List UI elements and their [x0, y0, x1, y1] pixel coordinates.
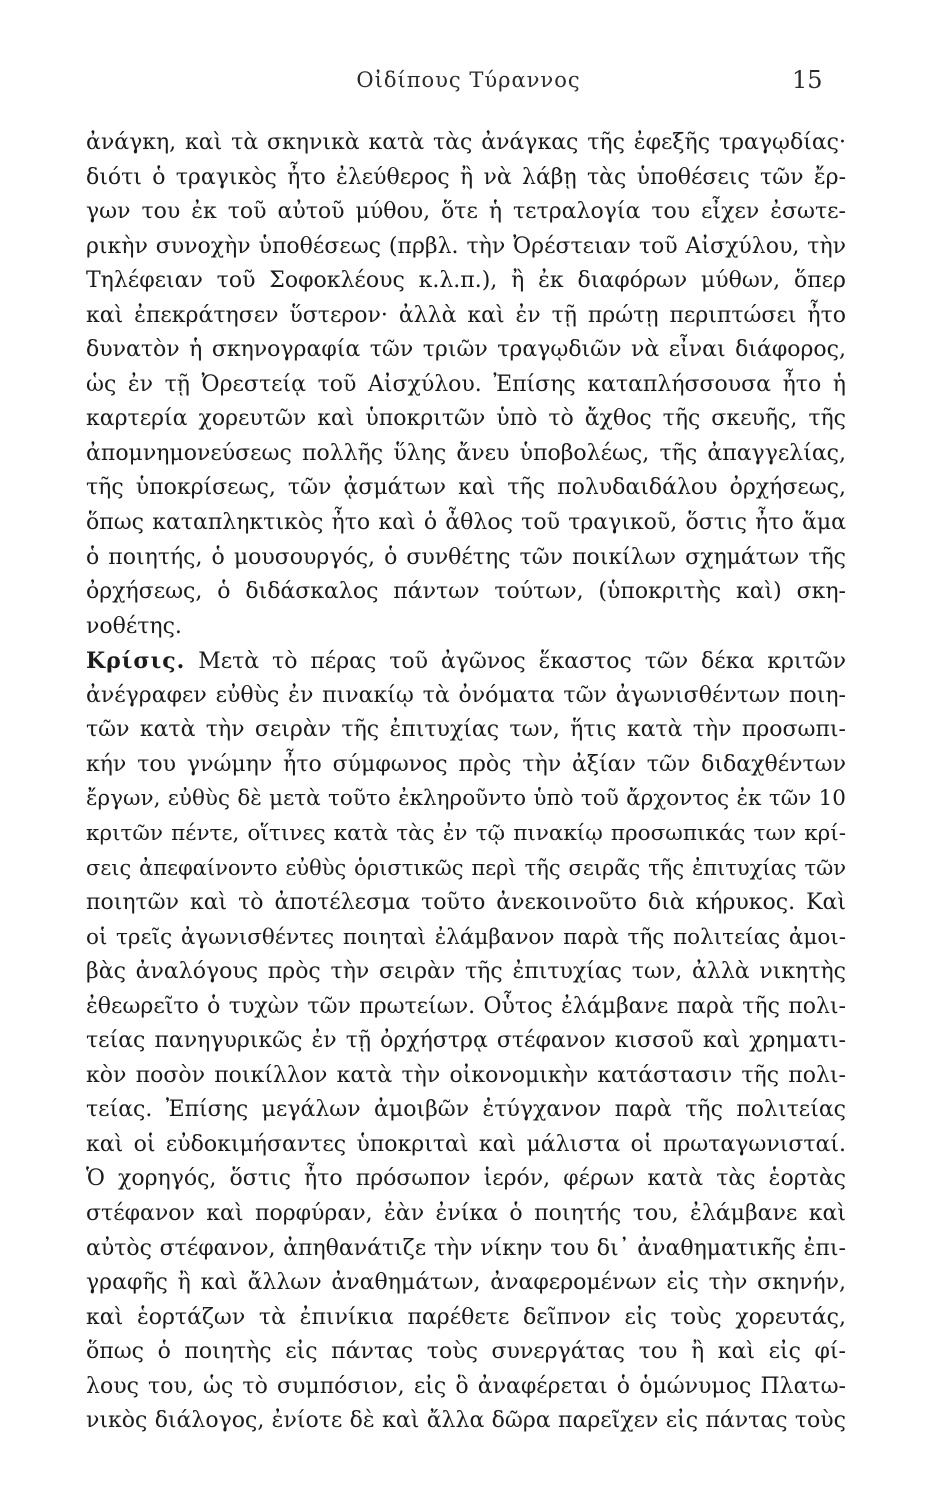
page-number: 15 — [792, 66, 823, 94]
text-line — [86, 264, 846, 299]
line-text: νικὸς διάλογος, ἐνίοτε δὲ καὶ ἄλλα δῶρα παρεῖχεν εἰς πάντας τοὺς — [86, 1408, 846, 1434]
text-line — [86, 817, 846, 852]
line-text: τῶν κατὰ τὴν σειρὰν τῆς ἐπιτυχίας των, ἥτις κατὰ τὴν προσωπι- — [86, 717, 846, 743]
text-line — [86, 955, 846, 990]
text-line — [86, 1093, 846, 1128]
line-text: Μετὰ τὸ πέρας τοῦ ἀγῶνος ἕκαστος τῶν δέκα κριτῶν — [185, 649, 846, 675]
text-line — [86, 1232, 846, 1267]
line-text: ὅπως καταπληκτικὸς ἦτο καὶ ὁ ἆθλος τοῦ τραγικοῦ, ὅστις ἦτο ἅμα — [86, 510, 846, 536]
line-text: Τηλέφειαν τοῦ Σοφοκλέους κ.λ.π.), ἢ ἐκ διαφόρων μύθων, ὅπερ — [86, 268, 846, 294]
text-line — [86, 471, 846, 506]
text-line — [86, 886, 846, 921]
text-line — [86, 1024, 846, 1059]
text-line — [86, 230, 846, 265]
text-line — [86, 161, 846, 196]
line-text: τείας. Ἐπίσης μεγάλων ἀμοιβῶν ἐτύγχανον παρὰ τῆς πολιτείας — [86, 1097, 846, 1123]
text-line — [86, 1335, 846, 1370]
text-line — [86, 1404, 846, 1439]
line-text: ὅπως ὁ ποιητὴς εἰς πάντας τοὺς συνεργάτας του ἢ καὶ εἰς φί- — [86, 1339, 846, 1365]
line-text: κήν του γνώμην ἦτο σύμφωνος πρὸς τὴν ἀξίαν τῶν διδαχθέντων — [86, 751, 846, 777]
line-text: σεις ἀπεφαίνοντο εὐθὺς ὁριστικῶς περὶ τῆς σειρᾶς τῆς ἐπιτυχίας τῶν — [86, 856, 846, 881]
line-text: ἀνέγραφεν εὐθὺς ἐν πινακίῳ τὰ ὀνόματα τῶν ἀγωνισθέντων ποιη- — [86, 682, 846, 708]
text-line — [86, 1128, 846, 1163]
line-text: ἀνάγκη, καὶ τὰ σκηνικὰ κατὰ τὰς ἀνάγκας τῆς ἐφεξῆς τραγῳδίας· — [86, 130, 846, 155]
text-line — [86, 541, 846, 576]
line-text: ἔργων, εὐθὺς δὲ μετὰ τοῦτο ἐκληροῦντο ὑπὸ τοῦ ἄρχοντος ἐκ τῶν 10 — [86, 786, 846, 812]
line-text: γων του ἐκ τοῦ αὐτοῦ μύθου, ὅτε ἡ τετραλογία του εἶχεν ἐσωτε- — [86, 199, 846, 225]
line-text: ρικὴν συνοχὴν ὑποθέσεως (πρβλ. τὴν Ὀρέστειαν τοῦ Αἰσχύλου, τὴν — [86, 233, 846, 259]
line-text: γραφῆς ἢ καὶ ἄλλων ἀναθημάτων, ἀναφερομένων εἰς τὴν σκηνήν, — [86, 1270, 846, 1296]
line-text: τῆς ὑποκρίσεως, τῶν ᾀσμάτων καὶ τῆς πολυδαιδάλου ὀρχήσεως, — [86, 475, 846, 501]
text-line — [86, 748, 846, 783]
line-text: καὶ οἱ εὐδοκιμήσαντες ὑποκριταὶ καὶ μάλιστα οἱ πρωταγωνισταί. — [86, 1131, 846, 1157]
running-title: Οἰδίπους Τύραννος — [356, 68, 581, 92]
line-text: καρτερία χορευτῶν καὶ ὑποκριτῶν ὑπὸ τὸ ἄχθος τῆς σκευῆς, τῆς — [86, 406, 846, 432]
text-line — [86, 1162, 846, 1197]
text-line — [86, 195, 846, 230]
text-line — [86, 921, 846, 956]
line-text: καὶ ἑορτάζων τὰ ἐπινίκια παρέθετε δεῖπνον εἰς τοὺς χορευτάς, — [86, 1304, 846, 1330]
text-line — [86, 368, 846, 403]
line-text: λους του, ὡς τὸ συμπόσιον, εἰς ὃ ἀναφέρεται ὁ ὁμώνυμος Πλατω- — [86, 1373, 846, 1399]
text-line — [86, 644, 846, 679]
text-line — [86, 333, 846, 368]
text-line — [86, 1059, 846, 1094]
text-line — [86, 1301, 846, 1336]
line-text: ἀπομνημονεύσεως πολλῆς ὕλης ἄνευ ὑποβολέως, τῆς ἀπαγγελίας, — [86, 440, 846, 466]
line-text: καὶ ἐπεκράτησεν ὕστερον· ἀλλὰ καὶ ἐν τῇ πρώτῃ περιπτώσει ἦτο — [86, 302, 846, 328]
line-text: τείας πανηγυρικῶς ἐν τῇ ὀρχήστρᾳ στέφανον κισσοῦ καὶ χρηματι- — [86, 1028, 846, 1054]
text-line — [86, 610, 846, 645]
text-line — [86, 402, 846, 437]
line-text: διότι ὁ τραγικὸς ἦτο ἐλεύθερος ἢ νὰ λάβῃ τὰς ὑποθέσεις τῶν ἔρ- — [86, 164, 846, 190]
line-text: δυνατὸν ἡ σκηνογραφία τῶν τριῶν τραγῳδιῶν νὰ εἶναι διάφορος, — [86, 337, 846, 363]
line-text: κὸν ποσὸν ποικίλλον κατὰ τὴν οἰκονομικὴν κατάστασιν τῆς πολι- — [86, 1062, 846, 1088]
text-line — [86, 782, 846, 817]
line-text: αὐτὸς στέφανον, ἀπηθανάτιζε τὴν νίκην του δι᾽ ἀναθηματικῆς ἐπι- — [86, 1235, 846, 1261]
text-line — [86, 1197, 846, 1232]
text-line — [86, 990, 846, 1025]
line-text: ἐθεωρεῖτο ὁ τυχὼν τῶν πρωτείων. Οὗτος ἐλάμβανε παρὰ τῆς πολι- — [86, 993, 846, 1019]
line-text: ὁ ποιητής, ὁ μουσουργός, ὁ συνθέτης τῶν ποικίλων σχημάτων τῆς — [86, 544, 846, 570]
text-line — [86, 506, 846, 541]
text-line — [86, 713, 846, 748]
line-text: ὀρχήσεως, ὁ διδάσκαλος πάντων τούτων, (ὑποκριτὴς καὶ) σκη- — [86, 579, 846, 605]
line-text: ποιητῶν καὶ τὸ ἀποτέλεσμα τοῦτο ἀνεκοινοῦτο διὰ κήρυκος. Καὶ — [86, 890, 846, 916]
text-line — [86, 851, 846, 886]
text-line — [86, 126, 846, 161]
line-text: νοθέτης. — [86, 613, 182, 639]
body-text — [86, 126, 846, 1439]
text-line — [86, 575, 846, 610]
text-line — [86, 1266, 846, 1301]
text-line — [86, 1370, 846, 1405]
line-text: βὰς ἀναλόγους πρὸς τὴν σειρὰν τῆς ἐπιτυχίας των, ἀλλὰ νικητὴς — [86, 959, 846, 985]
line-text: Ὁ χορηγός, ὅστις ἦτο πρόσωπον ἱερόν, φέρων κατὰ τὰς ἑορτὰς — [86, 1166, 846, 1192]
text-line — [86, 299, 846, 334]
text-line — [86, 437, 846, 472]
line-text: ὡς ἐν τῇ Ὀρεστείᾳ τοῦ Αἰσχύλου. Ἐπίσης καταπλήσσουσα ἦτο ἡ — [86, 371, 846, 397]
text-line — [86, 679, 846, 714]
line-text: κριτῶν πέντε, οἵτινες κατὰ τὰς ἐν τῷ πινακίῳ προσωπικάς των κρί- — [86, 820, 846, 846]
line-text: στέφανον καὶ πορφύραν, ἐὰν ἐνίκα ὁ ποιητής του, ἐλάμβανε καὶ — [86, 1200, 846, 1226]
line-text: οἱ τρεῖς ἀγωνισθέντες ποιηταὶ ἐλάμβανον παρὰ τῆς πολιτείας ἀμοι- — [86, 924, 846, 950]
section-heading: Κρίσις. — [86, 648, 186, 675]
